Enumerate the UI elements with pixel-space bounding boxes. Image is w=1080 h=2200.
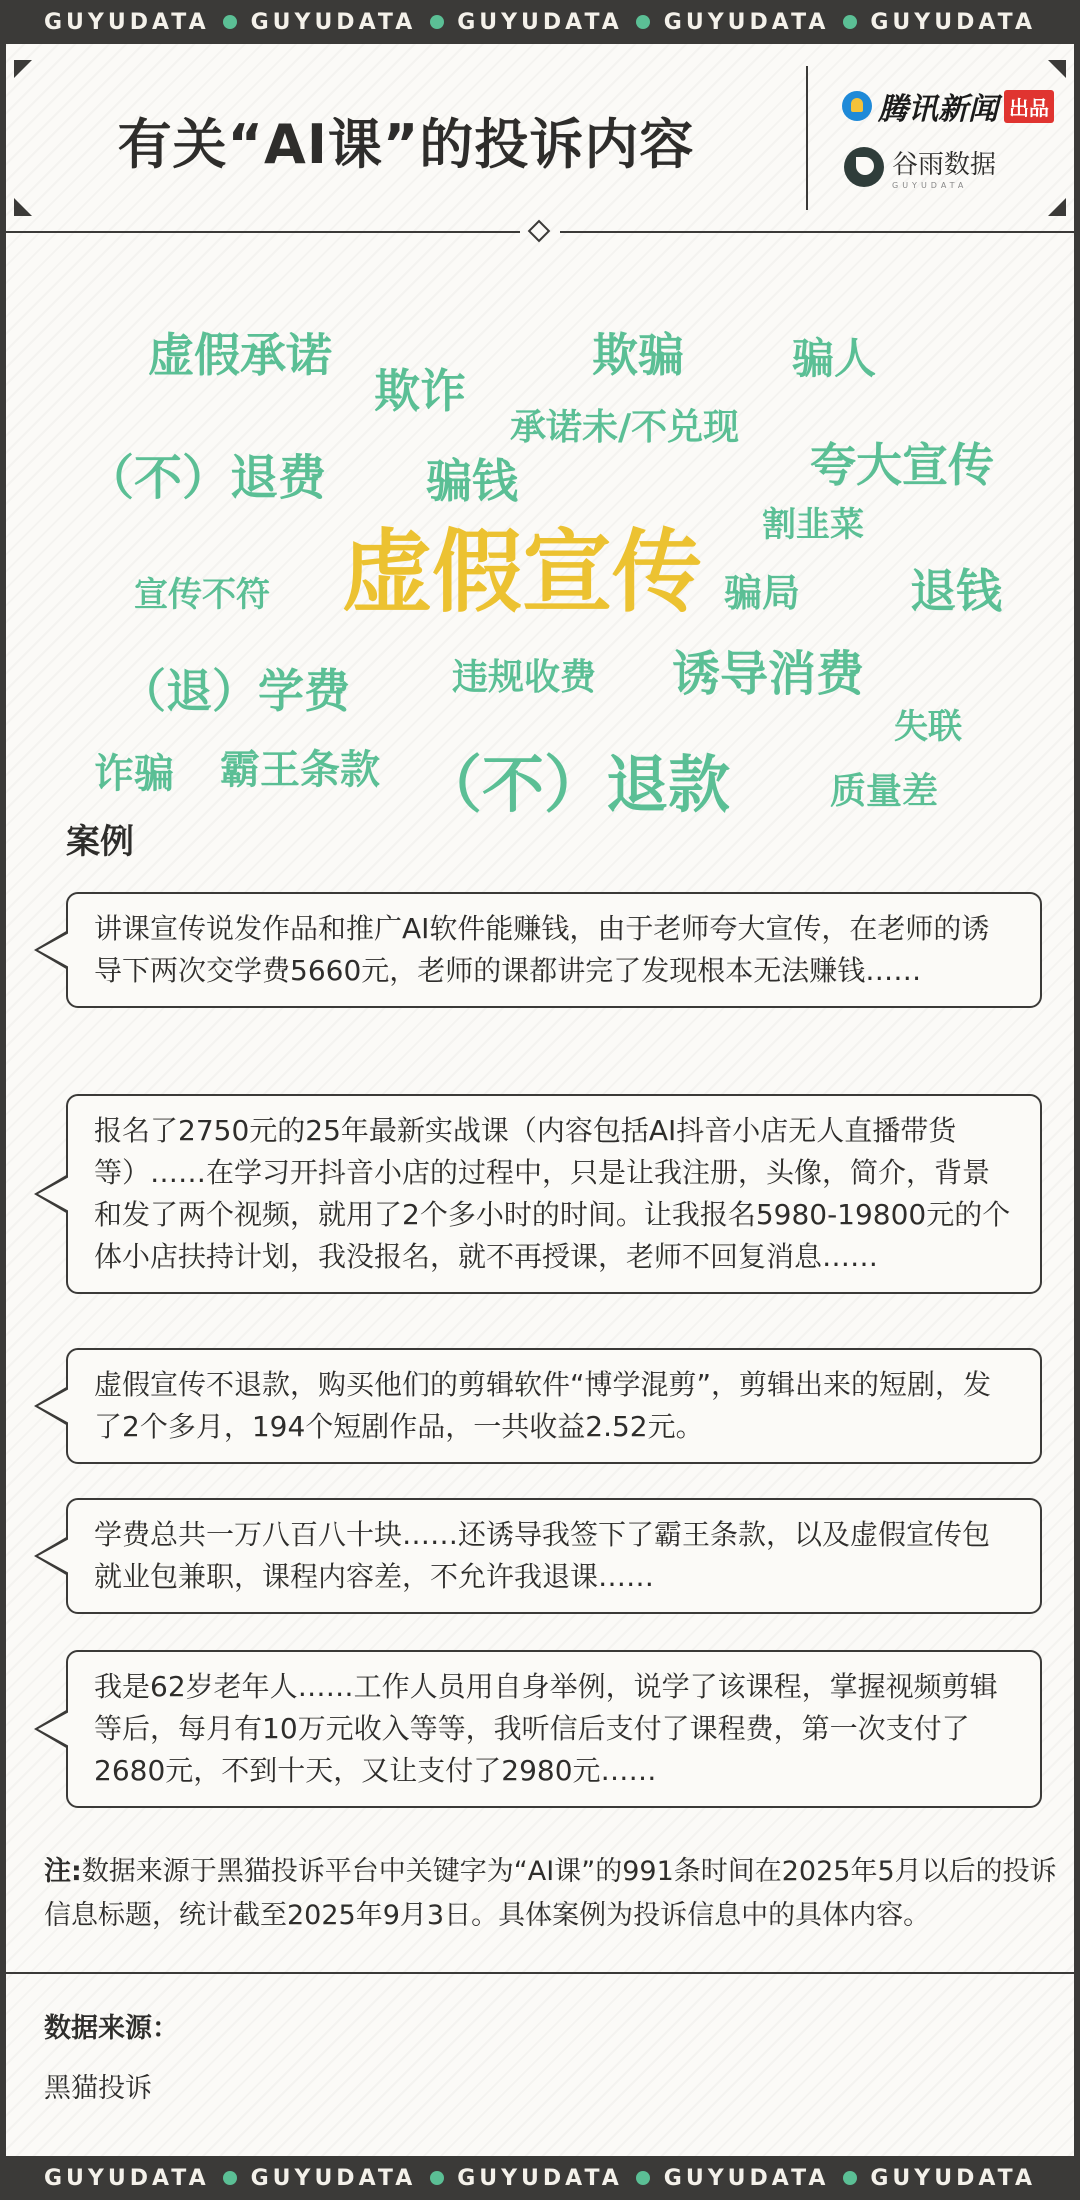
cloud-word: 霸王条款 (220, 747, 380, 793)
guyu-logo-subtext: GUYUDATA (892, 181, 968, 190)
cloud-word: 骗局 (724, 571, 801, 615)
case-text: 讲课宣传说发作品和推广AI软件能赚钱，由于老师夸大宣传，在老师的诱导下两次交学费5660元，老师的课都讲完了发现根本无法赚钱…… (94, 912, 990, 987)
cloud-word: （不）退费 (86, 450, 327, 506)
band-text: GUYUDATA (250, 9, 417, 35)
case-text: 报名了2750元的25年最新实战课（内容包括AI抖音小店无人直播带货等）……在学习开抖音小店的过程中，只是让我注册，头像，简介，背景和发了两个视频，就用了2个多小时的时间。让我报名5980-19800元的个体小店扶持计划，我没报名，就不再授课，老师不回复消息…… (94, 1114, 1011, 1273)
note-text: 数据来源于黑猫投诉平台中关键字为“AI课”的991条时间在2025年5月以后的投诉信息标题，统计截至2025年9月3日。具体案例为投诉信息中的具体内容。 (44, 1856, 1057, 1931)
footer-divider (6, 1972, 1074, 1974)
guyu-logo-text: 谷雨数据 (892, 150, 997, 180)
cloud-word: 宣传不符 (134, 575, 270, 615)
corner-mark-icon (1048, 60, 1066, 78)
bottom-brand-band (0, 2156, 1080, 2200)
top-brand-band (0, 0, 1080, 44)
cloud-word: （退）学费 (120, 664, 350, 718)
band-text: GUYUDATA (870, 2165, 1036, 2191)
cloud-word: 质量差 (830, 771, 939, 812)
source-value: 黑猫投诉 (44, 2073, 152, 2104)
data-note (44, 1850, 1064, 1938)
band-dot-icon (843, 2171, 857, 2185)
band-text: GUYUDATA (250, 2165, 417, 2191)
cloud-word: 割韭菜 (762, 505, 864, 545)
cloud-word: 承诺未/不兑现 (510, 407, 740, 448)
cloud-word: 违规收费 (452, 657, 597, 698)
page-title: 有关“AI课”的投诉内容 (117, 113, 695, 176)
tencent-news-logo (842, 84, 1054, 128)
band-dot-icon (843, 15, 857, 29)
corner-mark-icon (14, 198, 32, 216)
case-bubble-1 (66, 892, 1042, 1008)
note-label: 注: (44, 1856, 82, 1887)
infographic-card (6, 44, 1074, 2156)
produced-badge: 出品 (1004, 90, 1054, 123)
cloud-word: 诱导消费 (672, 646, 865, 702)
case-text: 虚假宣传不退款，购买他们的剪辑软件“博学混剪”，剪辑出来的短剧，发了2个多月，194个短剧作品，一共收益2.52元。 (94, 1368, 992, 1443)
cloud-word: 诈骗 (94, 751, 174, 797)
band-text: GUYUDATA (663, 9, 830, 35)
band-dot-icon (636, 15, 650, 29)
cloud-word-highlight: 虚假宣传 (342, 520, 702, 625)
case-text: 学费总共一万八百八十块……还诱导我签下了霸王条款，以及虚假宣传包就业包兼职，课程内容差，不允许我退课…… (94, 1518, 991, 1593)
cloud-word: （不）退款 (420, 748, 731, 821)
case-bubble-2 (66, 1094, 1042, 1294)
case-bubble-4 (66, 1498, 1042, 1614)
header-rule (6, 231, 520, 233)
cloud-word: 欺骗 (592, 328, 684, 382)
diamond-icon (528, 220, 551, 243)
cloud-word: 失联 (894, 707, 962, 747)
case-text: 我是62岁老年人……工作人员用自身举例，说学了该课程，掌握视频剪辑等后，每月有10万元收入等等，我听信后支付了课程费，第一次支付了2680元，不到十天，又让支付了2980元…… (94, 1670, 998, 1787)
band-text: GUYUDATA (457, 9, 623, 35)
cloud-word: 欺诈 (374, 364, 466, 418)
band-dot-icon (430, 2171, 444, 2185)
bell-icon (842, 91, 872, 121)
band-text: GUYUDATA (663, 2165, 830, 2191)
band-text: GUYUDATA (870, 9, 1036, 35)
cloud-word: 退钱 (910, 564, 1002, 618)
corner-mark-icon (1048, 198, 1066, 216)
band-dot-icon (223, 2171, 237, 2185)
band-dot-icon (430, 15, 444, 29)
corner-mark-icon (14, 60, 32, 78)
guyu-data-logo (844, 144, 996, 190)
cloud-word: 骗钱 (426, 454, 518, 508)
band-text: GUYUDATA (457, 2165, 623, 2191)
cloud-word: 虚假承诺 (148, 328, 332, 382)
header-divider (806, 66, 808, 210)
cases-title: 案例 (66, 822, 134, 862)
band-dot-icon (636, 2171, 650, 2185)
case-bubble-3 (66, 1348, 1042, 1464)
cloud-word: 夸大宣传 (810, 438, 994, 492)
band-dot-icon (223, 15, 237, 29)
case-bubble-5 (66, 1650, 1042, 1808)
source-label: 数据来源： (44, 2013, 179, 2044)
bird-icon (844, 147, 884, 187)
cloud-word: 骗人 (792, 334, 877, 383)
header-rule (560, 231, 1074, 233)
band-text: GUYUDATA (44, 9, 210, 35)
band-text: GUYUDATA (44, 2165, 210, 2191)
tencent-logo-text: 腾讯新闻 (878, 92, 998, 127)
word-cloud (6, 244, 1074, 824)
header (6, 44, 1074, 234)
